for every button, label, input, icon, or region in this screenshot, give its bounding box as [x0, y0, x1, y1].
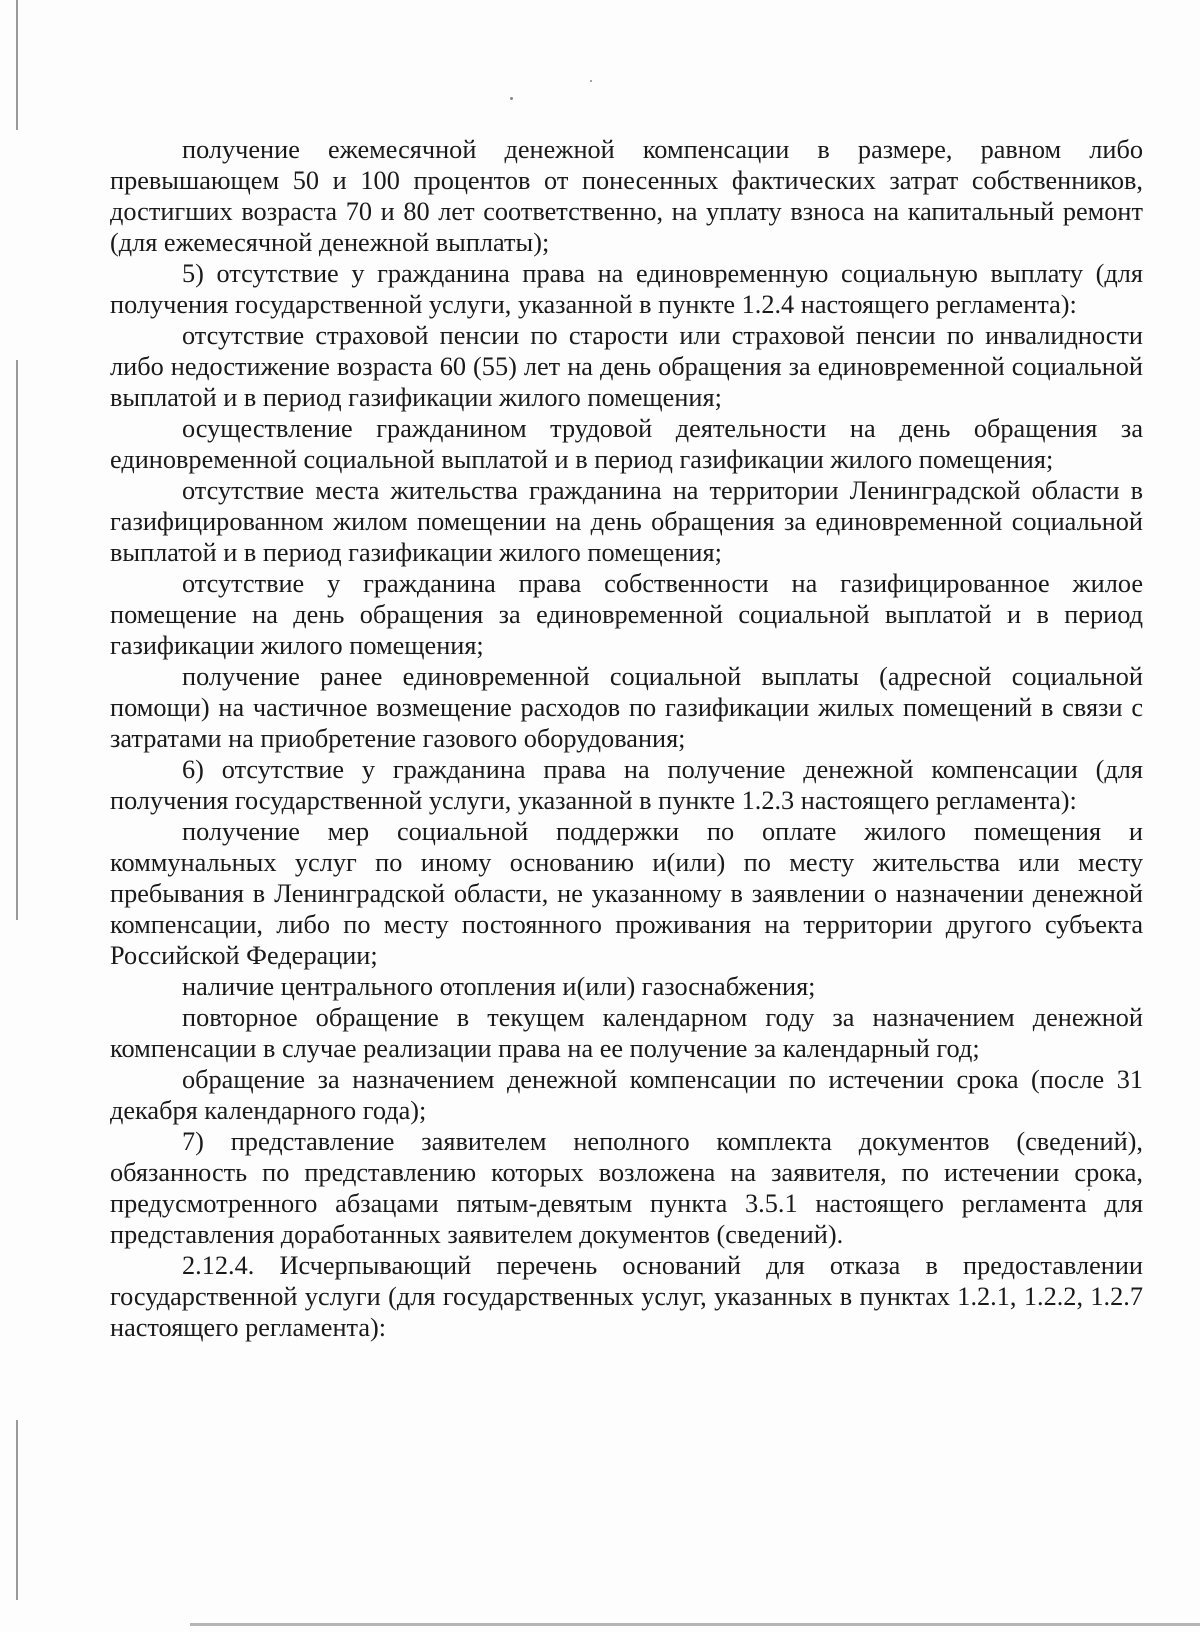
- paragraph: наличие центрального отопления и(или) газоснабжения;: [182, 972, 816, 1001]
- scan-speck: [510, 97, 513, 100]
- paragraph: получение мер социальной поддержки по оплате жилого помещения и коммунальных услуг по иному основанию и(или) по месту жительства или месту пребывания в Ленинградской области, не указанному в заявлении о назначении денежной компенсации, либо по месту постоянного проживания на территории другого субъекта Российской Федерации;: [110, 817, 1143, 970]
- paragraph: 7) представление заявителем неполного комплекта документов (сведений), обязанность по представлению которых возложена на заявителя, по истечении срока, предусмотренного абзацами пятым-девятым пункта 3.5.1 настоящего регламента для представления доработанных заявителем документов (сведений).: [110, 1127, 1143, 1249]
- paragraph: отсутствие у гражданина права собственности на газифицированное жилое помещение на день обращения за единовременной социальной выплатой и в период газификации жилого помещения;: [110, 569, 1143, 660]
- scan-edge-bottom: [190, 1623, 1200, 1626]
- paragraph: осуществление гражданином трудовой деятельности на день обращения за единовременной социальной выплатой и в период газификации жилого помещения;: [110, 414, 1143, 474]
- scan-speck: [590, 80, 592, 82]
- scan-edge-left-middle: [16, 360, 18, 920]
- paragraph: 5) отсутствие у гражданина права на единовременную социальную выплату (для получения государственной услуги, указанной в пункте 1.2.4 настоящего регламента):: [110, 259, 1143, 319]
- paragraph: 2.12.4. Исчерпывающий перечень оснований для отказа в предоставлении государственной услуги (для государственных услуг, указанных в пунктах 1.2.1, 1.2.2, 1.2.7 настоящего регламента):: [110, 1251, 1143, 1342]
- paragraph: получение ранее единовременной социальной выплаты (адресной социальной помощи) на частичное возмещение расходов по газификации жилых помещений в связи с затратами на приобретение газового оборудования;: [110, 662, 1143, 753]
- paragraph: отсутствие места жительства гражданина на территории Ленинградской области в газифицированном жилом помещении на день обращения за единовременной социальной выплатой и в период газификации жилого помещения;: [110, 476, 1143, 567]
- paragraph: 6) отсутствие у гражданина права на получение денежной компенсации (для получения государственной услуги, указанной в пункте 1.2.3 настоящего регламента):: [110, 755, 1143, 815]
- paragraph: получение ежемесячной денежной компенсации в размере, равном либо превышающем 50 и 100 процентов от понесенных фактических затрат собственников, достигших возраста 70 и 80 лет соответственно, на уплату взноса на капитальный ремонт (для ежемесячной денежной выплаты);: [110, 135, 1143, 257]
- paragraph: обращение за назначением денежной компенсации по истечении срока (после 31 декабря календарного года);: [110, 1065, 1143, 1125]
- paragraph: повторное обращение в текущем календарном году за назначением денежной компенсации в случае реализации права на ее получение за календарный год;: [110, 1003, 1143, 1063]
- scan-edge-left-lower: [16, 1420, 18, 1600]
- paragraph: отсутствие страховой пенсии по старости или страховой пенсии по инвалидности либо недостижение возраста 60 (55) лет на день обращения за единовременной социальной выплатой и в период газификации жилого помещения;: [110, 321, 1143, 412]
- document-body: [110, 134, 1143, 1343]
- scan-edge-left-upper: [16, 0, 18, 130]
